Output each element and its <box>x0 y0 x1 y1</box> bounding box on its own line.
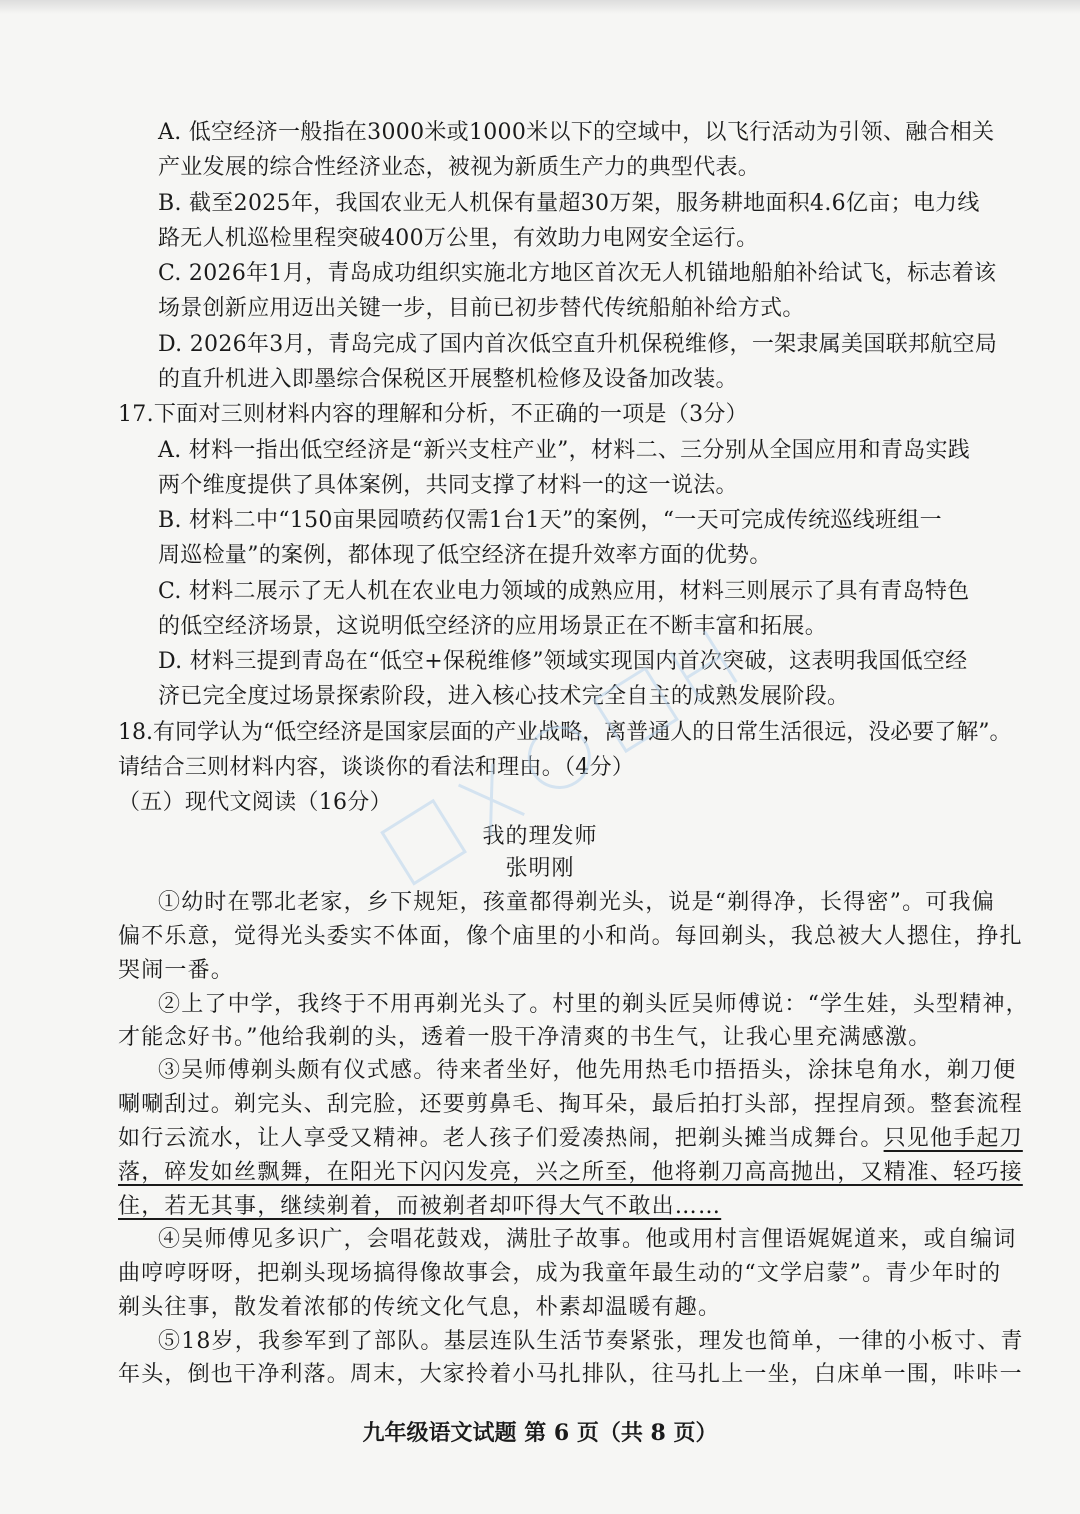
q16-option-a-line2: 产业发展的综合性经济业态，被视为新质生产力的典型代表。 <box>158 155 761 180</box>
para3-line1: ③吴师傅剃头颇有仪式感。待来者坐好，他先用热毛巾捂捂头，涂抹皂角水，剃刀便 <box>158 1058 1017 1083</box>
para1-line3: 哭闹一番。 <box>118 958 235 983</box>
q17-option-b-line2: 周巡检量”的案例，都体现了低空经济在提升效率方面的优势。 <box>158 543 772 568</box>
para3-line2: 唰唰刮过。剃完头、刮完脸，还要剪鼻毛、掏耳朵，最后拍打头部，捏捏肩颈。整套流程 <box>118 1092 1023 1117</box>
article-title: 我的理发师 <box>482 824 598 849</box>
q17-option-a-line1: A. 材料一指出低空经济是“新兴支柱产业”，材料二、三分别从全国应用和青岛实践 <box>158 438 971 463</box>
para4-line2: 曲哼哼呀呀，把剃头现场搞得像故事会，成为我童年最生动的“文学启蒙”。青少年时的 <box>118 1261 1002 1286</box>
para3-line3 <box>118 1124 1023 1154</box>
scan-edge-shadow <box>0 0 1080 14</box>
para4-line1: ④吴师傅见多识广，会唱花鼓戏，满肚子故事。他或用村言俚语娓娓道来，或自编词 <box>158 1227 1017 1252</box>
para3-line3-plain: 如行云流水，让人享受又精神。老人孩子们爱凑热闹，把剃头摊当成舞台。 <box>118 1126 884 1151</box>
section-5-heading: （五）现代文阅读（16分） <box>118 790 392 815</box>
q16-option-d-line1: D. 2026年3月，青岛完成了国内首次低空直升机保税维修，一架隶属美国联邦航空局 <box>158 332 998 357</box>
para4-line3: 剃头往事，散发着浓郁的传统文化气息，朴素却温暖有趣。 <box>118 1295 722 1320</box>
para2-line1: ②上了中学，我终于不用再剃光头了。村里的剃头匠吴师傅说：“学生娃，头型精神， <box>158 992 1029 1017</box>
q17-option-a-line2: 两个维度提供了具体案例，共同支撑了材料一的这一说法。 <box>158 473 738 498</box>
q16-option-b-line2: 路无人机巡检里程突破400万公里，有效助力电网安全运行。 <box>158 226 759 251</box>
q17-option-d-line1: D. 材料三提到青岛在“低空+保税维修”领域实现国内首次突破，这表明我国低空经 <box>158 649 968 674</box>
q16-option-b-line1: B. 截至2025年，我国农业无人机保有量超30万架，服务耕地面积4.6亿亩；电力线 <box>158 191 980 216</box>
page-footer: 九年级语文试题 第 6 页（共 8 页） <box>362 1420 718 1446</box>
q16-option-c-line1: C. 2026年1月，青岛成功组织实施北方地区首次无人机锚地船舶补给试飞，标志着该 <box>158 261 997 286</box>
para3-underlined-start: 只见他手起刀 <box>883 1126 1023 1151</box>
para2-line2: 才能念好书。”他给我剃的头，透着一股干净清爽的书生气，让我心里充满感激。 <box>118 1025 932 1050</box>
q17-stem: 17.下面对三则材料内容的理解和分析，不正确的一项是（3分） <box>118 402 748 427</box>
q17-option-c-line2: 的低空经济场景，这说明低空经济的应用场景正在不断丰富和拓展。 <box>158 614 828 639</box>
q16-option-a-line1: A. 低空经济一般指在3000米或1000米以下的空域中，以飞行活动为引领、融合相关 <box>158 120 995 145</box>
para1-line2: 偏不乐意，觉得光头委实不体面，像个庙里的小和尚。每回剃头，我总被大人摁住，挣扎 <box>118 924 1023 949</box>
article-author: 张明刚 <box>505 856 575 881</box>
para3-underlined-line5: 住，若无其事，继续剃着，而被剃者却吓得大气不敢出…… <box>118 1194 722 1219</box>
para5-line1: ⑤18岁，我参军到了部队。基层连队生活节奏紧张，理发也简单，一律的小板寸、青 <box>158 1329 1024 1354</box>
q17-option-c-line1: C. 材料二展示了无人机在农业电力领域的成熟应用，材料三则展示了具有青岛特色 <box>158 579 970 604</box>
para1-line1: ①幼时在鄂北老家，乡下规矩，孩童都得剃光头，说是“剃得净，长得密”。可我偏 <box>158 890 995 915</box>
q18-line2: 请结合三则材料内容，谈谈你的看法和理由。（4分） <box>118 755 635 780</box>
q17-option-b-line1: B. 材料二中“150亩果园喷药仅需1台1天”的案例，“一天可完成传统巡线班组一 <box>158 508 942 533</box>
q16-option-d-line2: 的直升机进入即墨综合保税区开展整机检修及设备加改装。 <box>158 367 738 392</box>
q18-line1: 18.有同学认为“低空经济是国家层面的产业战略，离普通人的日常生活很远，没必要了解”。 <box>118 720 1012 745</box>
q17-option-d-line2: 济已完全度过场景探索阶段，进入核心技术完全自主的成熟发展阶段。 <box>158 684 850 709</box>
para3-underlined-line4: 落，碎发如丝飘舞，在阳光下闪闪发亮，兴之所至，他将剃刀高高抛出，又精准、轻巧接 <box>118 1160 1023 1185</box>
q16-option-c-line2: 场景创新应用迈出关键一步，目前已初步替代传统船舶补给方式。 <box>158 296 805 321</box>
para5-line2: 年头，倒也干净利落。周末，大家拎着小马扎排队，往马扎上一坐，白床单一围，咔咔一 <box>118 1362 1023 1387</box>
